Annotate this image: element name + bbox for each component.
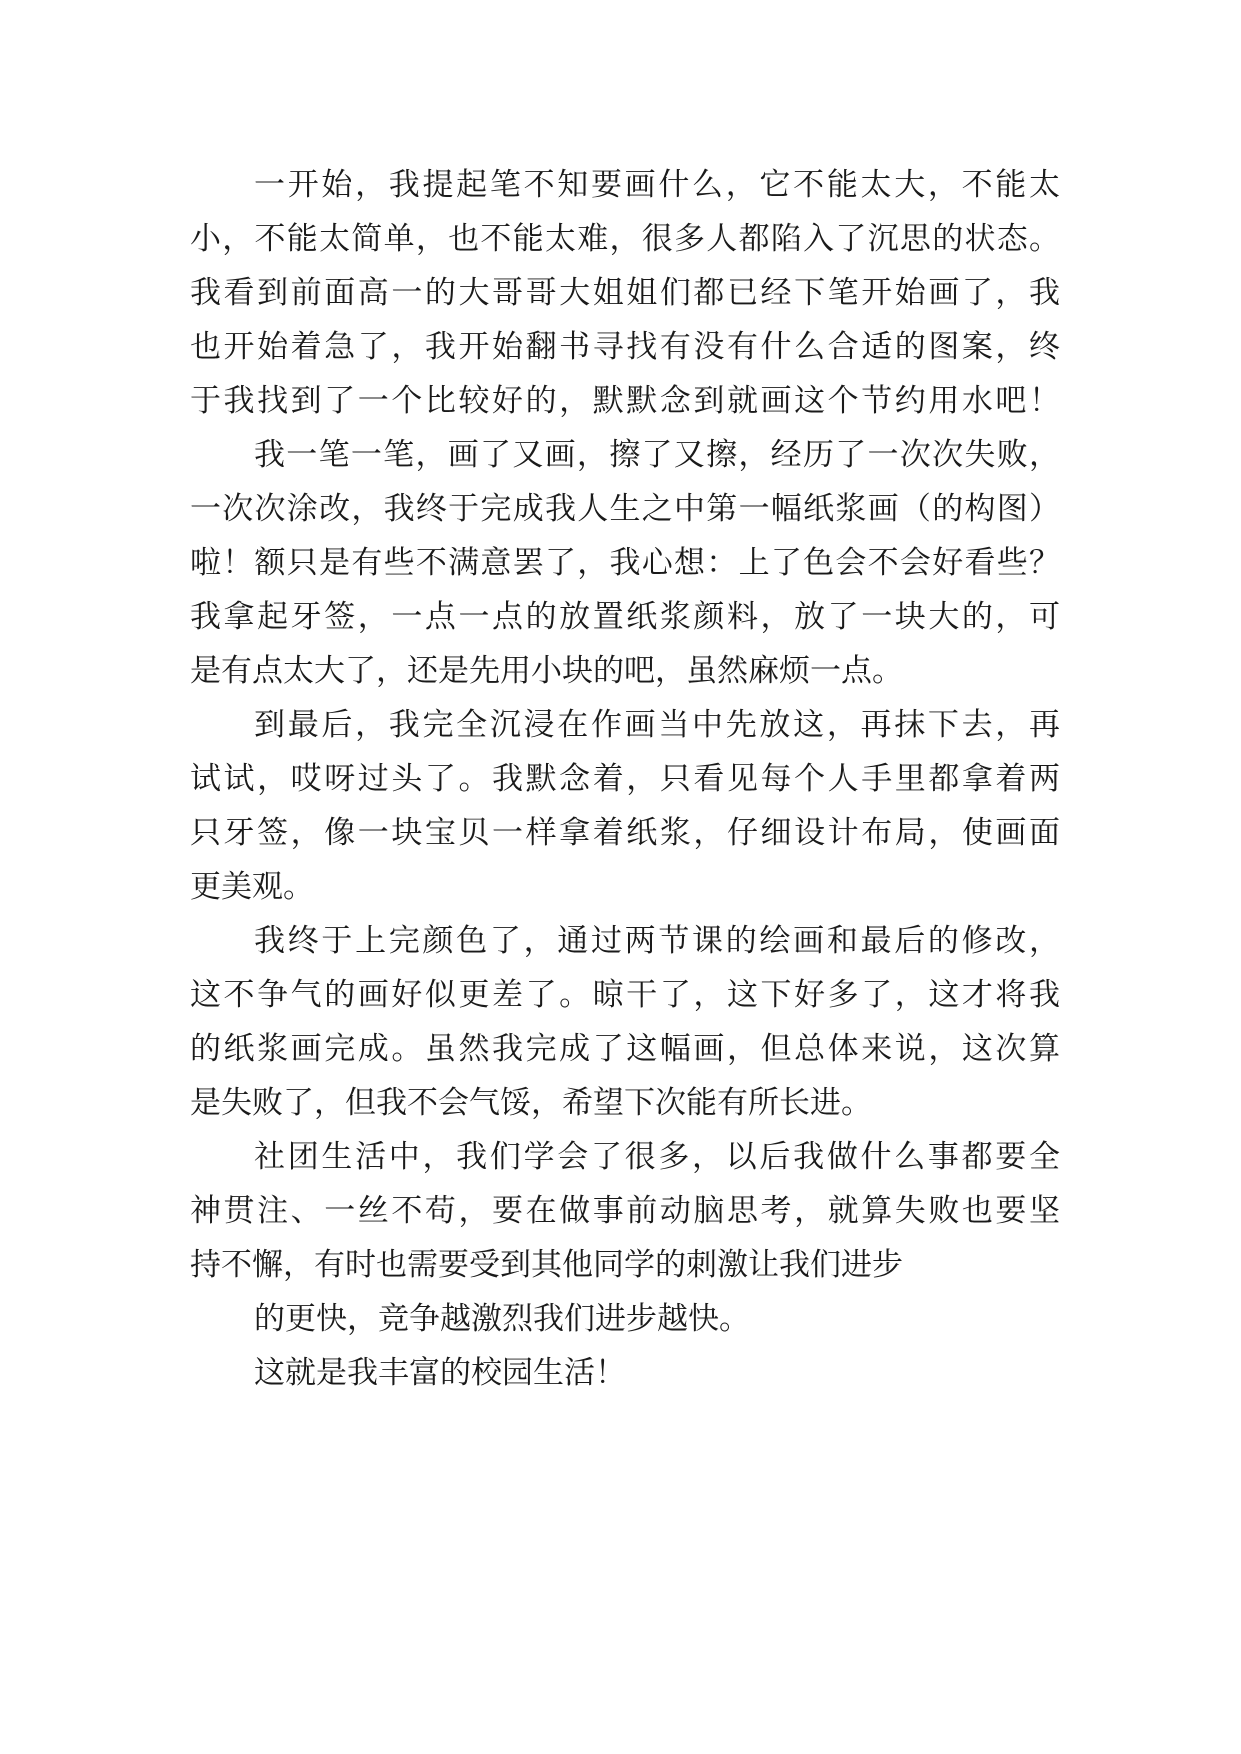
text-line: 我一笔一笔，画了又画，擦了又擦，经历了一次次失败， [254, 437, 1060, 473]
text-line: 一次次涂改，我终于完成我人生之中第一幅纸浆画（的构图） [190, 491, 1060, 527]
text-line: 是有点太大了，还是先用小块的吧，虽然麻烦一点。 [190, 653, 903, 689]
text-line: 到最后，我完全沉浸在作画当中先放这，再抹下去，再 [254, 707, 1060, 743]
text-line: 社团生活中，我们学会了很多，以后我做什么事都要全 [254, 1139, 1060, 1175]
text-line: 于我找到了一个比较好的，默默念到就画这个节约用水吧！ [190, 383, 1060, 419]
text-line: 我拿起牙签，一点一点的放置纸浆颜料，放了一块大的，可 [190, 599, 1060, 635]
text-line: 这不争气的画好似更差了。晾干了，这下好多了，这才将我 [190, 977, 1060, 1013]
text-line: 的更快，竞争越激烈我们进步越快。 [254, 1301, 750, 1337]
text-line: 啦！额只是有些不满意罢了，我心想：上了色会不会好看些？ [190, 545, 1060, 581]
text-line: 只牙签，像一块宝贝一样拿着纸浆，仔细设计布局，使画面 [190, 815, 1060, 851]
text-line: 神贯注、一丝不苟，要在做事前动脑思考，就算失败也要坚 [190, 1193, 1060, 1229]
text-line: 也开始着急了，我开始翻书寻找有没有什么合适的图案，终 [190, 329, 1060, 365]
text-line: 是失败了，但我不会气馁，希望下次能有所长进。 [190, 1085, 872, 1121]
text-line: 试试，哎呀过头了。我默念着，只看见每个人手里都拿着两 [190, 761, 1060, 797]
text-line: 的纸浆画完成。虽然我完成了这幅画，但总体来说，这次算 [190, 1031, 1060, 1067]
text-line: 这就是我丰富的校园生活！ [254, 1355, 626, 1391]
text-line: 一开始，我提起笔不知要画什么，它不能太大，不能太 [254, 167, 1060, 203]
text-line: 我终于上完颜色了，通过两节课的绘画和最后的修改， [254, 923, 1060, 959]
text-line: 我看到前面高一的大哥哥大姐姐们都已经下笔开始画了，我 [190, 275, 1060, 311]
text-line: 小，不能太简单，也不能太难，很多人都陷入了沉思的状态。 [190, 221, 1060, 257]
text-line: 持不懈，有时也需要受到其他同学的刺激让我们进步 [190, 1247, 903, 1283]
text-line: 更美观。 [190, 869, 314, 905]
